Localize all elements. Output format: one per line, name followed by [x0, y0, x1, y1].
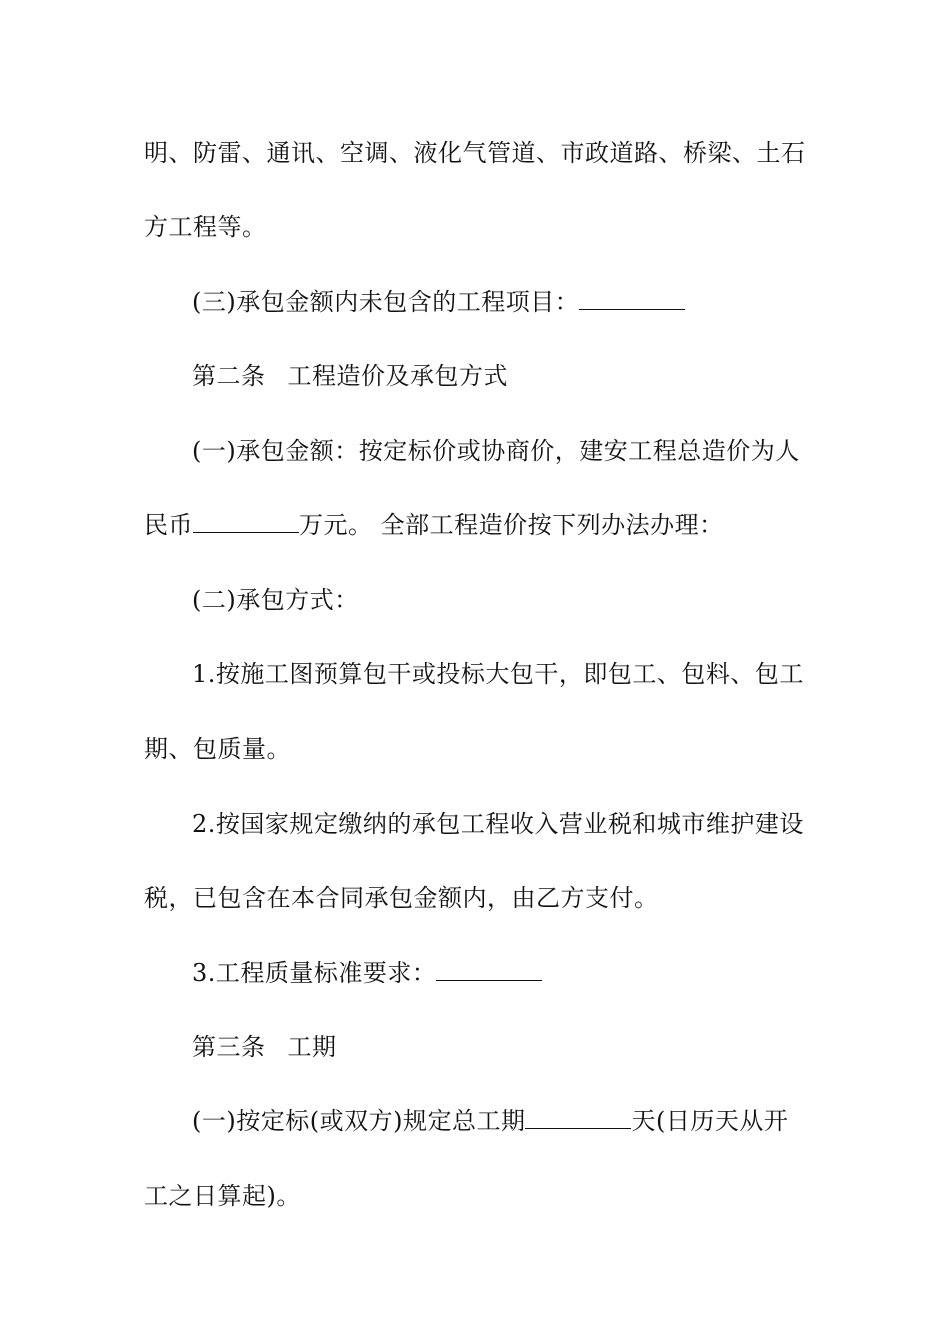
fill-in-blank[interactable] — [436, 958, 542, 981]
fill-in-blank[interactable] — [579, 287, 685, 310]
clause-item — [192, 1106, 814, 1136]
clause-item: (二)承包方式： — [192, 586, 359, 614]
clause-text: (三)承包金额内未包含的工程项目： — [192, 288, 580, 316]
clause-text: 天(日历天从开 — [631, 1107, 789, 1135]
clause-item — [192, 287, 814, 317]
article-number: 第二条 — [192, 362, 266, 390]
article-title: 工期 — [287, 1033, 337, 1061]
clause-item: (一)承包金额：按定标价或协商价，建安工程总造价为人 — [192, 437, 800, 465]
article-heading — [192, 1032, 814, 1062]
article-heading — [192, 361, 814, 391]
clause-item: 1.按施工图预算包干或投标大包干，即包工、包料、包工 — [192, 660, 804, 688]
paragraph-line: 期、包质量。 — [144, 735, 291, 763]
clause-text: 万元。 全部工程造价按下列办法办理： — [299, 511, 724, 539]
clause-item: 2.按国家规定缴纳的承包工程收入营业税和城市维护建设 — [192, 810, 804, 838]
fill-in-blank[interactable] — [525, 1106, 631, 1129]
clause-text: (一)按定标(或双方)规定总工期 — [192, 1107, 526, 1135]
article-number: 第三条 — [192, 1033, 266, 1061]
clause-item — [192, 958, 814, 988]
clause-text: 民币 — [144, 511, 193, 539]
paragraph-line — [144, 510, 814, 540]
clause-text: 3.工程质量标准要求： — [192, 959, 437, 987]
article-title: 工程造价及承包方式 — [287, 362, 508, 390]
paragraph-line: 方工程等。 — [144, 213, 267, 241]
paragraph-line: 工之日算起)。 — [144, 1182, 301, 1210]
fill-in-blank[interactable] — [193, 510, 299, 533]
paragraph-line: 明、防雷、通讯、空调、液化气管道、市政道路、桥梁、土石 — [144, 139, 806, 167]
paragraph-line: 税，已包含在本合同承包金额内，由乙方支付。 — [144, 884, 659, 912]
